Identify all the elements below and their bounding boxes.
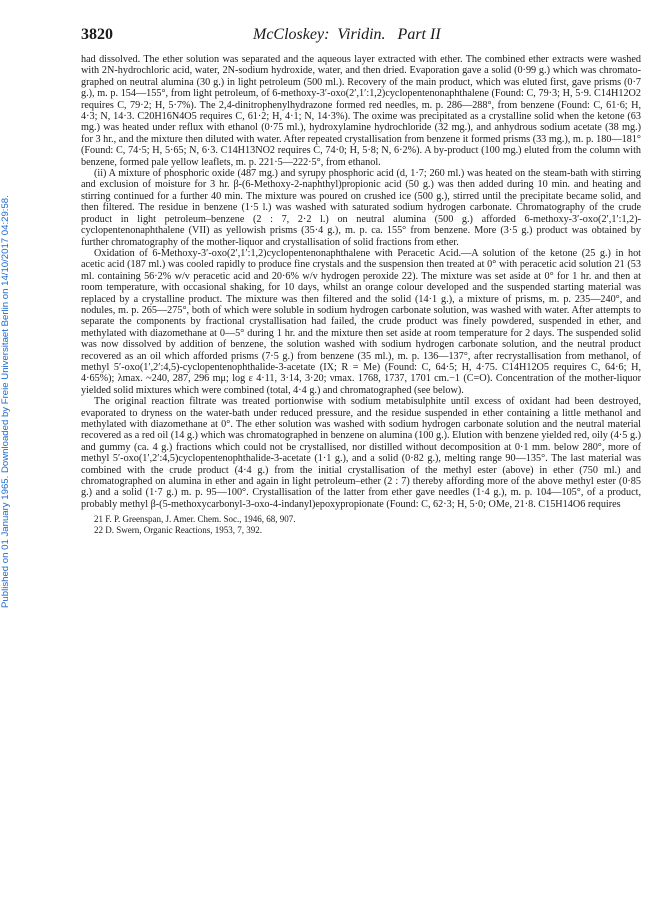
footnote: 22 D. Swern, Organic Reactions, 1953, 7, 392.: [94, 525, 263, 536]
download-notice[interactable]: Published on 01 January 1965. Downloaded by Freie Universitaet Berlin on 14/10/2017 04:29:58.: [0, 195, 11, 608]
paragraph: (ii) A mixture of phosphoric oxide (487 mg.) and syrupy phosphoric acid (d, 1·7; 260 ml.) was heated on the steam-bath with stirring and exclusion of moisture for 3 hr. β-(6-Methoxy-2-naphthyl)propionic acid (50 g.) was then added during 10 min. and heating and stirring continued for a further 40 min. The mixture was poured on crushed ice (500 g.), stirred until the precipitate became solid, and then filtered. The residue in benzene (1·5 l.) was washed with saturated sodium hydrogen carbonate. Chromatography of the crude product in light petroleum–benzene (2 : 7, 2·2 l.) on neutral alumina (500 g.) afforded 6-methoxy-3′-oxo(2′,1′:1,2)-cyclopentenonaphthalene (VII) as yellowish prisms (35·4 g.), m. p. ca. 155° from benzene. More (3·5 g.) product was obtained by further chromatography of the mother-liquor and crystallisation of solid fractions from ether.: [81, 168, 641, 248]
running-title: McCloskey: Viridin. Part II: [253, 26, 441, 43]
paragraph: Oxidation of 6-Methoxy-3′-oxo(2′,1′:1,2)cyclopentenonaphthalene with Peracetic Acid.—A solution of the ketone (25 g.) in hot acetic acid (187 ml.) was cooled rapidly to produce fine crystals and the suspension then treated at 0° with peracetic acid solution 21 (53 ml. containing 56·2% w/v peracetic acid and 20·6% w/v hydrogen peroxide 22). The mixture was set aside at 0° for 1 hr. and then at room temperature, with occasional shaking, for 10 days, whilst an orange colour developed and the suspended starting material was replaced by a crystalline product. The mixture was then filtered and the solid (14·1 g.), a mixture of prisms, m. p. 235—240°, and nodules, m. p. 265—275°, both of which were soluble in sodium hydrogen carbonate solution, was washed with water. After attempts to separate the components by fractional crystallisation had failed, the crude product was finely powdered, suspended in ether, and methylated with diazomethane at 0—5° during 1 hr. and the mixture then set aside at room temperature for 2 days. The suspended solid was now dissolved by addition of benzene, the solution washed with sodium hydrogen carbonate solution, and the neutral product recovered as an oil which afforded prisms (7·5 g.) from benzene (35 ml.), m. p. 136—137°, after recrystallisation from methanol, of methyl 5′-oxo(1′,2′:4,5)-cyclopentenophthalide-3-acetate (IX; R = Me) (Found: C, 64·5; H, 4·75. C14H12O5 requires C, 64·6; H, 4·65%); λmax. ~240, 287, 296 mμ; log ε 4·11, 3·14, 3·20; νmax. 1768, 1737, 1701 cm.−1 (C=O). Concentration of the mother-liquor yielded solid mixtures which were combined (total, 4·4 g.) and chromatographed (see below).: [81, 247, 641, 396]
footnotes: [81, 514, 641, 536]
footnote: 21 F. P. Greenspan, J. Amer. Chem. Soc., 1946, 68, 907.: [94, 514, 296, 525]
download-sidebar: [0, 128, 18, 608]
page-header: [81, 26, 641, 48]
page-number: 3820: [81, 26, 113, 43]
article-body: [81, 54, 641, 536]
paragraph: The original reaction filtrate was treated portionwise with sodium metabisulphite until excess of oxidant had been destroyed, evaporated to dryness on the water-bath under reduced pressure, and the residue suspended in ether containing a little methanol and methylated with diazomethane at 0°. The ether solution was washed with sodium hydrogen carbonate solution and the neutral material recovered as a red oil (14 g.) which was chromatographed in benzene on alumina (100 g.). Elution with benzene yielded red, oily (4·5 g.) and gummy (ca. 4 g.) fractions which could not be crystallised, nor distilled without decomposition at 0·1 mm. below 280°, more of methyl 5′-oxo(1′,2′:4,5)cyclopentenophthalide-3-acetate (1·1 g.), and a solid (0·82 g.), melting range 90—135°. The last material was combined with the crude product (4·4 g.) from the initial crystallisation of the methyl ester (above) in ether (750 ml.) and chromatographed on alumina in ether and again in light petroleum–ether (2 : 7) thereby affording more of the above methyl ester (0·85 g.) and a solid (1·7 g.) m. p. 95—100°. Crystallisation of the latter from ether gave needles (1·4 g.), m. p. 104—105°, of a product, probably methyl β-(5-methoxycarbonyl-3-oxo-4-indanyl)epoxypropionate (Found: C, 62·3; H, 5·0; OMe, 21·8. C15H14O6 requires: [81, 396, 641, 510]
paragraph: had dissolved. The ether solution was separated and the aqueous layer extracted with ether. The combined ether extracts were washed with 2N-hydrochloric acid, water, 2N-sodium hydroxide, water, and then dried. Evaporation gave a solid (0·99 g.) which was chromatographed on neutral alumina (30 g.) in light petroleum (500 ml.). Recovery of the main product, which was eluted first, gave prisms (0·7 g.), m. p. 154—155°, from light petroleum, of 6-methoxy-3′-oxo(2′,1′:1,2)cyclopentenonaphthalene (Found: C, 79·3; H, 5·9. C14H12O2 requires C, 79·2; H, 5·7%). The 2,4-dinitrophenylhydrazone formed red needles, m. p. 286—288°, from benzene (Found: C, 61·6; H, 4·3; N, 14·3. C20H16N4O5 requires C, 61·2; H, 4·1; N, 14·3%). The oxime was precipitated as a crystalline solid when the ketone (63 mg.) was heated under reflux with ethanol (0·75 ml.), hydroxylamine hydrochloride (32 mg.), and anhydrous sodium acetate (38 mg.) for 3 hr., and the mixture then diluted with water. After repeated crystallisation from benzene it formed prisms (33 mg.), m. p. 180—181° (Found: C, 74·5; H, 5·65; N, 6·3. C14H13NO2 requires C, 74·0; H, 5·8; N, 6·2%). A by-product (100 mg.) eluted from the column with benzene, formed pale yellow leaflets, m. p. 221·5—222·5°, from ethanol.: [81, 54, 641, 168]
